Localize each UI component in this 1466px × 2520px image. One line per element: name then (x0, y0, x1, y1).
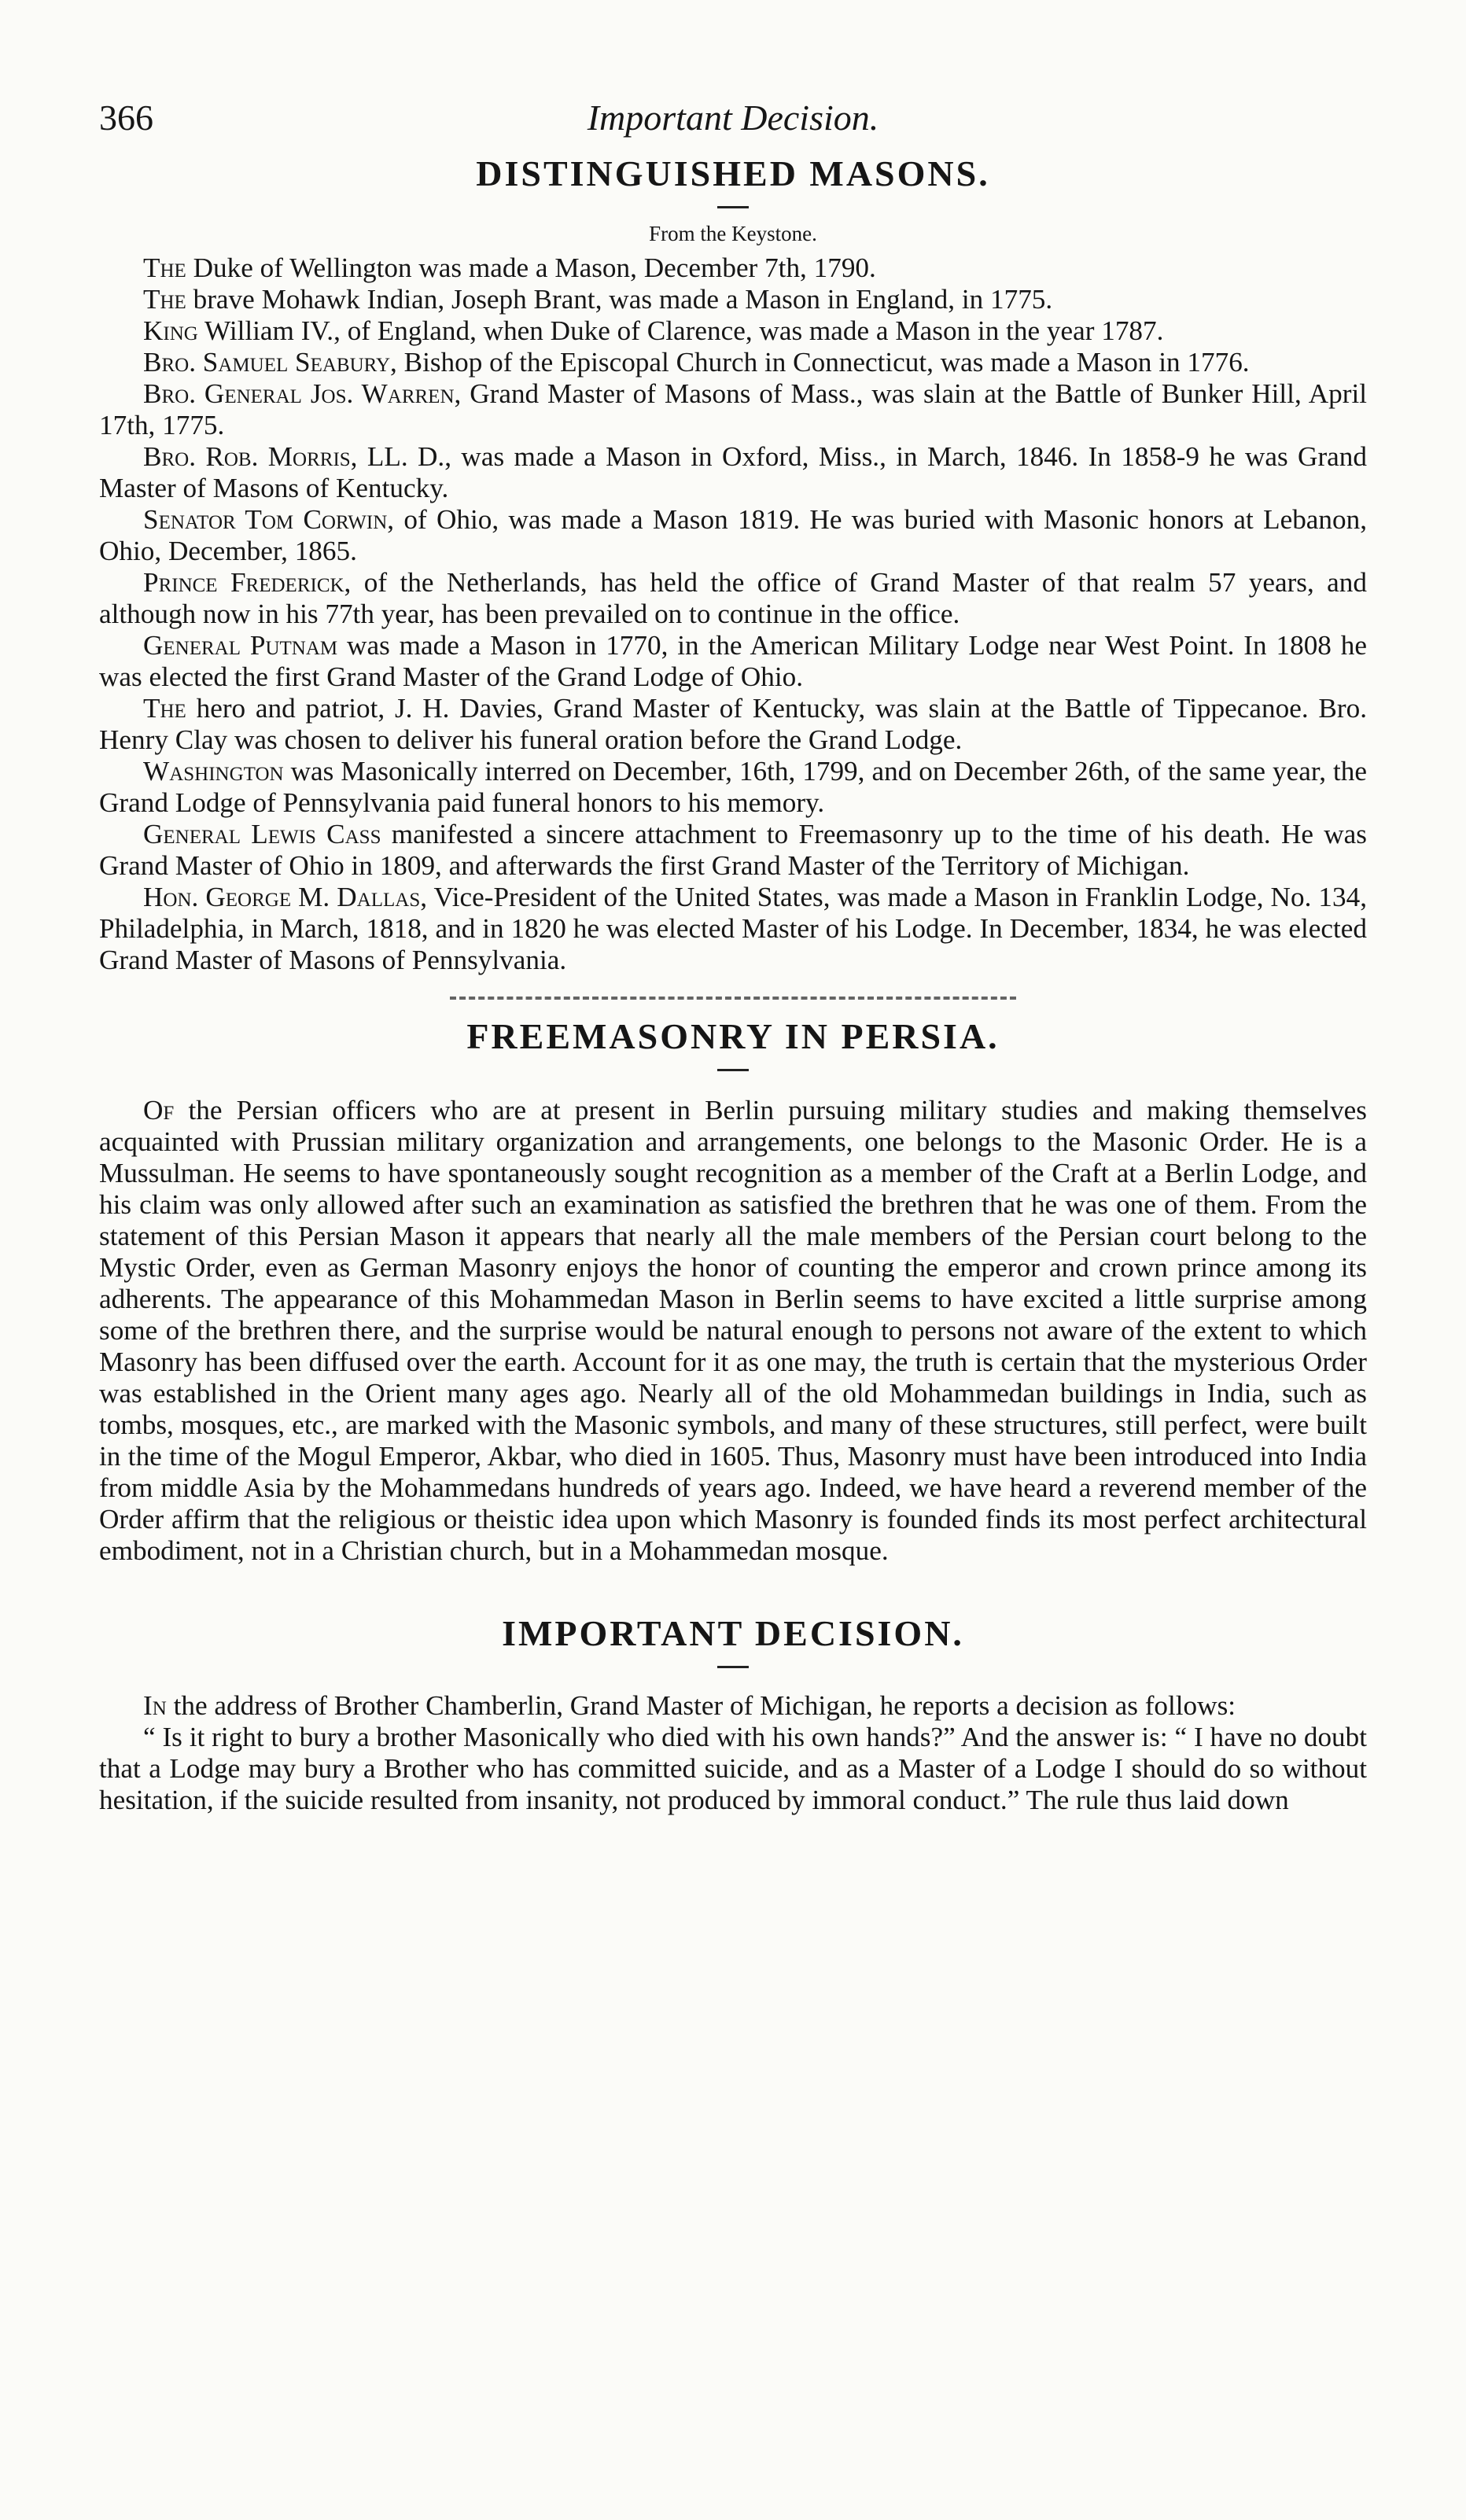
section-title-freemasonry-in-persia: FREEMASONRY IN PERSIA. (466, 1016, 1000, 1056)
entry-putnam (99, 630, 1367, 693)
title-rule (717, 1666, 749, 1668)
section-title-important-decision: IMPORTANT DECISION. (502, 1613, 964, 1653)
section-title-distinguished-masons: DISTINGUISHED MASONS. (476, 153, 990, 193)
running-title: Important Decision. (587, 98, 879, 138)
title-rule (717, 206, 749, 208)
entry-corwin (99, 504, 1367, 567)
entry-text: was Masonically interred on December, 16th, 1799, and on December 26th, of the same year, the Grand Lodge of Pennsylvania paid funeral honors to his memory. (99, 756, 1367, 818)
entry-lead: The (143, 252, 186, 283)
entry-dallas (99, 882, 1367, 976)
paragraph-lead: In (143, 1690, 167, 1721)
section-freemasonry-in-persia (99, 1014, 1367, 1567)
entry-lead: The (143, 284, 186, 315)
entry-william-iv (99, 315, 1367, 347)
entry-davies (99, 693, 1367, 756)
entry-lead: Bro. Rob. Morris, LL. D., (143, 441, 452, 472)
entry-seabury (99, 347, 1367, 378)
entry-text: hero and patriot, J. H. Davies, Grand Master of Kentucky, was slain at the Battle of Tippecanoe. Bro. Henry Clay was chosen to deliver his funeral oration before the Grand Lodge. (99, 693, 1367, 755)
entry-text: was made a Mason in Oxford, Miss., in March, 1846. In 1858-9 he was Grand Master of Masons of Kentucky. (99, 441, 1367, 503)
entry-text: Vice-President of the United States, was made a Mason in Franklin Lodge, No. 134, Philadelphia, in March, 1818, and in 1820 he was elected Master of his Lodge. In December, 1834, he was elected Grand Master of Masons of Pennsylvania. (99, 882, 1367, 975)
paragraph-text: the address of Brother Chamberlin, Grand Master of Michigan, he reports a decision as follows: (166, 1690, 1236, 1721)
entry-text: of the Netherlands, has held the office of Grand Master of that realm 57 years, and although now in his 77th year, has been prevailed on to continue in the office. (99, 567, 1367, 629)
entry-lead: Bro. Samuel Seabury, (143, 347, 397, 378)
title-rule (717, 1069, 749, 1071)
entry-morris (99, 441, 1367, 504)
entry-wellington (99, 252, 1367, 284)
entry-lead: Prince Frederick, (143, 567, 352, 598)
entry-text: William IV., of England, when Duke of Clarence, was made a Mason in the year 1787. (197, 315, 1164, 346)
decision-paragraph (99, 1690, 1367, 1722)
entry-text: manifested a sincere attachment to Freemasonry up to the time of his death. He was Grand Master of Ohio in 1809, and afterwards the first Grand Master of the Territory of Michigan. (99, 819, 1367, 881)
entry-text: Bishop of the Episcopal Church in Connecticut, was made a Mason in 1776. (396, 347, 1250, 378)
entry-text: Duke of Wellington was made a Mason, December 7th, 1790. (186, 252, 876, 283)
entry-cass (99, 819, 1367, 882)
source-line: From the Keystone. (649, 222, 817, 245)
entry-frederick (99, 567, 1367, 630)
entry-lead: King (143, 315, 198, 346)
entry-lead: Washington (143, 756, 284, 787)
entry-brant (99, 284, 1367, 315)
paragraph-lead: Of (143, 1095, 175, 1126)
entry-text: brave Mohawk Indian, Joseph Brant, was made a Mason in England, in 1775. (186, 284, 1053, 315)
section-important-decision (99, 1611, 1367, 1816)
section-distinguished-masons (99, 151, 1367, 976)
entry-lead: The (143, 693, 186, 724)
page-header (99, 93, 1367, 143)
entry-text: Grand Master of Masons of Mass., was slain at the Battle of Bunker Hill, April 17th, 1775. (99, 378, 1367, 440)
section-divider (450, 997, 1016, 1000)
entry-warren (99, 378, 1367, 441)
entry-lead: Senator Tom Corwin, (143, 504, 395, 535)
entry-washington (99, 756, 1367, 819)
entry-lead: Hon. George M. Dallas, (143, 882, 428, 912)
entry-lead: General Putnam (143, 630, 338, 661)
entry-lead: Bro. General Jos. Warren, (143, 378, 462, 409)
decision-paragraph (99, 1722, 1367, 1816)
page-number: 366 (99, 98, 153, 138)
entry-text: of Ohio, was made a Mason 1819. He was buried with Masonic honors at Lebanon, Ohio, December, 1865. (99, 504, 1367, 566)
entry-lead: General Lewis Cass (143, 819, 381, 849)
paragraph-text: “ Is it right to bury a brother Masonically who died with his own hands?” And the answer is: “ I have no doubt that a Lodge may bury a Brother who has committed suicide, and as a Master of a Lodge I should do so without hesitation, if the suicide resulted from insanity, not produced by immoral conduct.” The rule thus laid down (99, 1722, 1367, 1815)
paragraph-text: the Persian officers who are at present in Berlin pursuing military studies and making themselves acquainted with Prussian military organization and arrangements, one belongs to the Masonic Order. He is a Mussulman. He seems to have spontaneously sought recognition as a member of the Craft at a Berlin Lodge, and his claim was only allowed after such an examination as satisfied the brethren that he was one of them. From the statement of this Persian Mason it appears that nearly all the male members of the Persian court belong to the Mystic Order, even as German Masonry enjoys the honor of counting the emperor and crown prince among its adherents. The appearance of this Mohammedan Mason in Berlin seems to have excited a little surprise among some of the brethren there, and the surprise would be natural enough to persons not aware of the extent to which Masonry has been diffused over the earth. Account for it as one may, the truth is certain that the mysterious Order was established in the Orient many ages ago. Nearly all of the old Mohammedan buildings in India, such as tombs, mosques, etc., are marked with the Masonic symbols, and many of these structures, still perfect, were built in the time of the Mogul Emperor, Akbar, who died in 1605. Thus, Masonry must have been introduced into India from middle Asia by the Mohammedans hundreds of years ago. Indeed, we have heard a reverend member of the Order affirm that the religious or theistic idea upon which Masonry is founded finds its most perfect architectural embodiment, not in a Christian church, but in a Mohammedan mosque. (99, 1095, 1367, 1566)
persia-paragraph (99, 1095, 1367, 1567)
entry-text: was made a Mason in 1770, in the American Military Lodge near West Point. In 1808 he was elected the first Grand Master of the Grand Lodge of Ohio. (99, 630, 1367, 692)
